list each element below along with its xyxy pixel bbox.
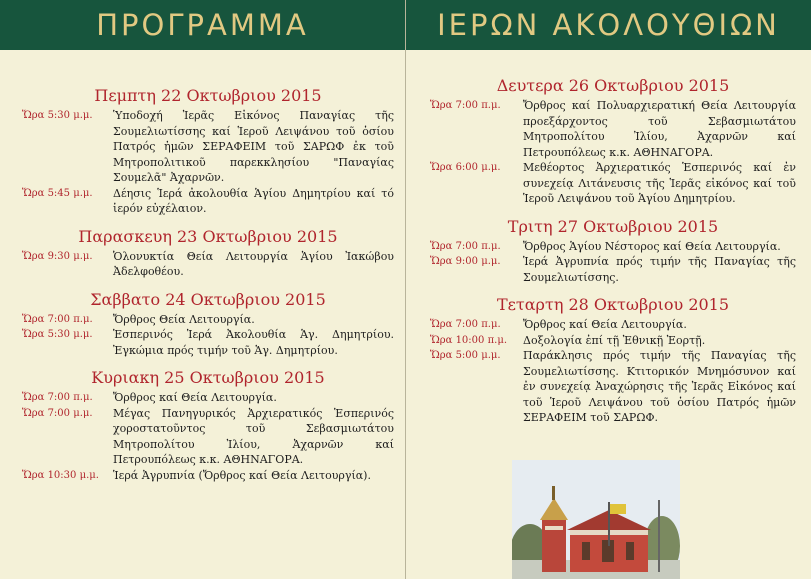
- service-description: Ὑποδοχή Ἱερᾶς Εἰκόνος Παναγίας τῆς Σουμελιωτίσσης καί Ἱεροῦ Λειψάνου τοῦ ὁσίου Πατρός ἡμῶν ΣΕΡΑΦΕΙΜ τοῦ ΣΑΡΩΦ ἐκ τοῦ Μητροπολιτικοῦ παρεκκλησίου "Παναγίας Σουμελᾶ" Ἀχαρνῶν.: [113, 109, 394, 184]
- service-time: Ὥρα 7:00 π.μ.: [430, 100, 501, 111]
- schedule-entry: [430, 160, 796, 207]
- service-description: Ἱερά Ἀγρυπνία (Ὄρθρος καί Θεία Λειτουργία).: [113, 468, 371, 482]
- schedule-entry: [430, 254, 796, 285]
- schedule-column-right: [430, 62, 796, 426]
- service-description: Μέγας Πανηγυρικός Ἀρχιερατικός Ἑσπερινός χοροστατοῦντος τοῦ Σεβασμιωτάτου Μητροπολίτου Ἰλίου, Ἀχαρνῶν καί Πετρουπόλεως κ.κ. ΑΘΗΝΑΓΟΡΑ.: [113, 406, 394, 466]
- service-description: Ὁλονυκτία Θεία Λειτουργία Ἁγίου Ἰακώβου Ἀδελφοθέου.: [113, 249, 394, 278]
- schedule-entry: [430, 333, 796, 349]
- service-description: Ὄρθρος Θεία Λειτουργία.: [113, 312, 255, 326]
- service-time: Ὥρα 9:30 μ.μ.: [22, 250, 93, 262]
- header-bar-right: [406, 0, 811, 50]
- day-heading: Κυριακη 25 Οκτωβριου 2015: [91, 368, 325, 387]
- service-time: Ὥρα 5:00 μ.μ.: [430, 350, 501, 361]
- service-description: Ἑσπερινός Ἱερά Ἀκολουθία Ἁγ. Δημητρίου. Ἐγκώμια πρός τιμήν τοῦ Ἁγ. Δημητρίου.: [113, 328, 394, 357]
- service-description: Δέησις Ἱερά ἀκολουθία Ἁγίου Δημητρίου καί τό ἱερόν εὐχέλαιον.: [113, 186, 394, 215]
- schedule-entry: [22, 312, 394, 328]
- day-heading: Σαββατο 24 Οκτωβριου 2015: [90, 289, 326, 309]
- schedule-entry: [22, 249, 394, 280]
- service-description: Ἱερά Ἀγρυπνία πρός τιμήν τῆς Παναγίας τῆς Σουμελιωτίσσης.: [523, 255, 796, 284]
- day-heading: Τριτη 27 Οκτωβριου 2015: [507, 216, 719, 236]
- service-description: Ὄρθρος καί Θεία Λειτουργία.: [523, 318, 687, 331]
- service-time: Ὥρα 5:45 μ.μ.: [22, 187, 93, 199]
- service-time: Ὥρα 7:00 π.μ.: [22, 313, 93, 325]
- page-title-left: ΠΡΟΓΡΑΜΜΑ: [96, 8, 309, 42]
- day-heading: Παρασκευη 23 Οκτωβριου 2015: [78, 226, 338, 246]
- service-description: Ὄρθρος καί Πολυαρχιερατική Θεία Λειτουργία προεξάρχοντος τοῦ Σεβασμιωτάτου Μητροπολίτου Ἰλίου, Ἀχαρνῶν καί Πετρουπόλεως κ.κ. ΑΘΗΝΑΓΟΡΑ.: [523, 99, 796, 159]
- page-title-right: ΙΕΡΩΝ ΑΚΟΛΟΥΘΙΩΝ: [437, 8, 780, 42]
- day-heading: Τεταρτη 28 Οκτωβριου 2015: [496, 295, 730, 314]
- service-time: Ὥρα 10:30 μ.μ.: [22, 469, 99, 481]
- schedule-entry: [430, 239, 796, 255]
- service-time: Ὥρα 5:30 μ.μ.: [22, 110, 93, 121]
- schedule-entry: [22, 406, 394, 468]
- service-description: Δοξολογία ἐπί τῇ Ἐθνικῇ Ἑορτῇ.: [523, 333, 706, 347]
- schedule-entry: [22, 186, 394, 217]
- service-time: Ὥρα 5:30 μ.μ.: [22, 329, 93, 340]
- schedule-column-left: [22, 62, 394, 483]
- service-time: Ὥρα 7:00 π.μ.: [430, 240, 501, 252]
- schedule-entry: [22, 108, 394, 186]
- schedule-entry: [22, 390, 394, 406]
- service-description: Μεθέορτος Ἀρχιερατικός Ἑσπερινός καί ἐν συνεχείᾳ Λιτάνευσις τῆς Ἱερᾶς εἰκόνος καί τοῦ Ἱεροῦ Λειψάνου τοῦ Ἁγίου Δημητρίου.: [523, 161, 796, 205]
- schedule-entry: [430, 317, 796, 333]
- header-bar-left: [0, 0, 405, 50]
- service-description: Παράκλησις πρός τιμήν τῆς Παναγίας τῆς Σουμελιωτίσσης. Κτιτορικόν Μνημόσυνον καί ἐν συνεχείᾳ Ἀναχώρησις τῆς Ἱερᾶς Εἰκόνος καί τοῦ Ἱεροῦ Λειψάνου τοῦ ὁσίου Πατρός ἡμῶν ΣΕΡΑΦΕΙΜ τοῦ ΣΑΡΩΦ.: [523, 349, 796, 424]
- schedule-entry: [430, 348, 796, 426]
- schedule-entry: [430, 98, 796, 160]
- service-time: Ὥρα 9:00 μ.μ.: [430, 256, 501, 267]
- service-time: Ὥρα 7:00 π.μ.: [22, 392, 93, 403]
- service-time: Ὥρα 7:00 μ.μ.: [22, 407, 93, 419]
- church-photo: [512, 460, 680, 579]
- schedule-entry: [22, 327, 394, 358]
- service-description: Ὄρθρος καί Θεία Λειτουργία.: [113, 391, 277, 404]
- schedule-entry: [22, 468, 394, 484]
- service-time: Ὥρα 7:00 π.μ.: [430, 319, 501, 330]
- day-heading: Δευτερα 26 Οκτωβριου 2015: [496, 76, 730, 95]
- day-heading: Πεμπτη 22 Οκτωβριου 2015: [94, 86, 322, 105]
- fold-divider: [405, 0, 406, 579]
- church-illustration: [512, 460, 680, 579]
- service-description: Ὄρθρος Ἁγίου Νέστορος καί Θεία Λειτουργία.: [523, 239, 781, 253]
- service-time: Ὥρα 10:00 π.μ.: [430, 334, 507, 346]
- service-time: Ὥρα 6:00 μ.μ.: [430, 162, 501, 173]
